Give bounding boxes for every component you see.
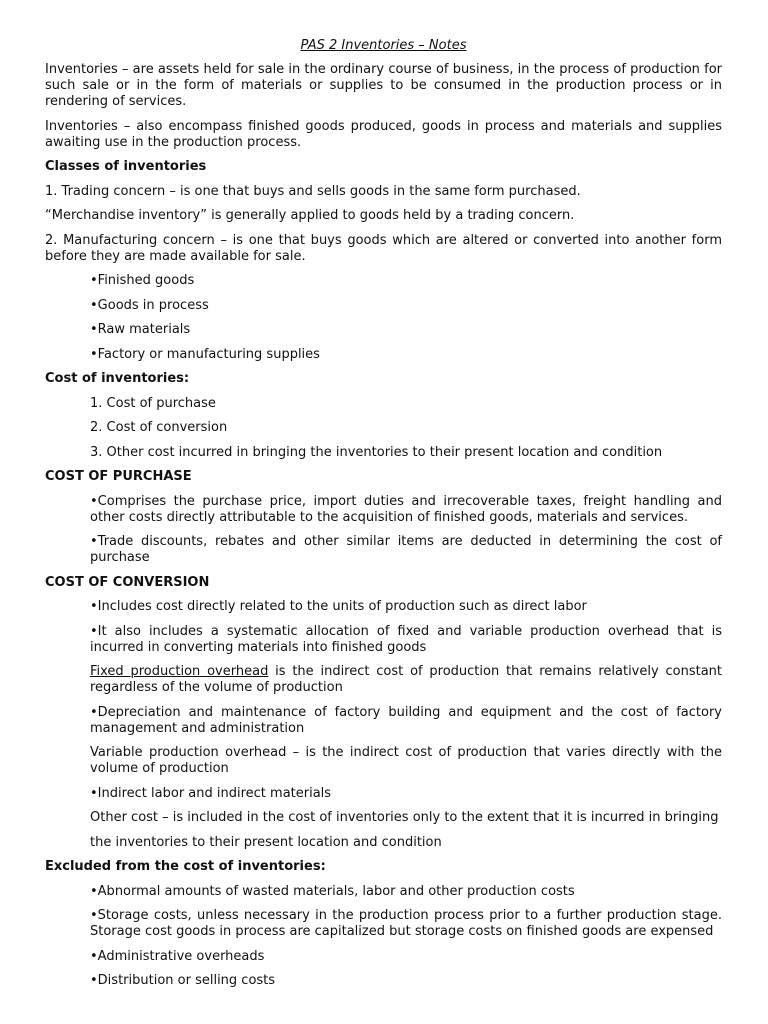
list-item: •Distribution or selling costs	[90, 973, 276, 988]
list-item: •Goods in process	[90, 297, 209, 313]
fixed-overhead-paragraph	[90, 664, 722, 696]
list-item: •Administrative overheads	[90, 948, 265, 964]
section-heading-cost-of-purchase: COST OF PURCHASE	[45, 469, 192, 484]
fixed-overhead-definition: is the indirect cost of production that remains relatively constant regardless of the volume of production	[90, 664, 722, 695]
list-item: 1. Cost of purchase	[90, 395, 216, 411]
list-item: •Factory or manufacturing supplies	[90, 346, 320, 362]
merchandise-inventory-paragraph: “Merchandise inventory” is generally applied to goods held by a trading concern.	[45, 208, 575, 223]
section-heading-cost-of-conversion: COST OF CONVERSION	[45, 574, 210, 590]
manufacturing-concern-paragraph: 2. Manufacturing concern – is one that buys goods which are altered or converted into another form before they are made available for sale.	[45, 232, 722, 264]
list-item: •Storage costs, unless necessary in the production process prior to a further production stage. Storage cost goods in process are capitalized but storage costs on finished goods are expensed	[90, 908, 722, 939]
list-item: •Raw materials	[90, 322, 191, 337]
list-item: •Trade discounts, rebates and other similar items are deducted in determining the cost of purchase	[90, 534, 722, 565]
other-cost-paragraph: the inventories to their present location and condition	[90, 834, 442, 850]
list-item: •Includes cost directly related to the units of production such as direct labor	[90, 599, 587, 614]
section-heading-classes: Classes of inventories	[45, 159, 207, 174]
list-item: 3. Other cost incurred in bringing the inventories to their present location and condition	[90, 444, 663, 460]
definition-paragraph: Inventories – also encompass finished goods produced, goods in process and materials and supplies awaiting use in the production process.	[45, 118, 722, 150]
list-item: •Finished goods	[90, 273, 195, 288]
list-item: •Depreciation and maintenance of factory building and equipment and the cost of factory management and administration	[90, 704, 722, 736]
list-item: 2. Cost of conversion	[90, 420, 228, 435]
list-item: •Indirect labor and indirect materials	[90, 785, 332, 801]
fixed-overhead-term: Fixed production overhead	[90, 664, 269, 679]
definition-paragraph: Inventories – are assets held for sale in the ordinary course of business, in the process of production for such sale or in the form of materials or supplies to be consumed in the production process or in rendering of services.	[45, 62, 722, 109]
section-heading-excluded: Excluded from the cost of inventories:	[45, 859, 326, 874]
variable-overhead-paragraph: Variable production overhead – is the indirect cost of production that varies directly with the volume of production	[90, 745, 722, 776]
document-page	[45, 38, 722, 998]
trading-concern-paragraph: 1. Trading concern – is one that buys and sells goods in the same form purchased.	[45, 183, 581, 199]
other-cost-paragraph: Other cost – is included in the cost of inventories only to the extent that it is incurred in bringing	[90, 810, 719, 825]
document-title: PAS 2 Inventories – Notes	[300, 38, 467, 53]
list-item: •It also includes a systematic allocation of fixed and variable production overhead that is incurred in converting materials into finished goods	[90, 623, 722, 655]
section-heading-cost-of-inventories: Cost of inventories:	[45, 371, 190, 386]
list-item: •Comprises the purchase price, import duties and irrecoverable taxes, freight handling and other costs directly attributable to the acquisition of finished goods, materials and services.	[90, 493, 722, 525]
list-item: •Abnormal amounts of wasted materials, labor and other production costs	[90, 883, 575, 899]
